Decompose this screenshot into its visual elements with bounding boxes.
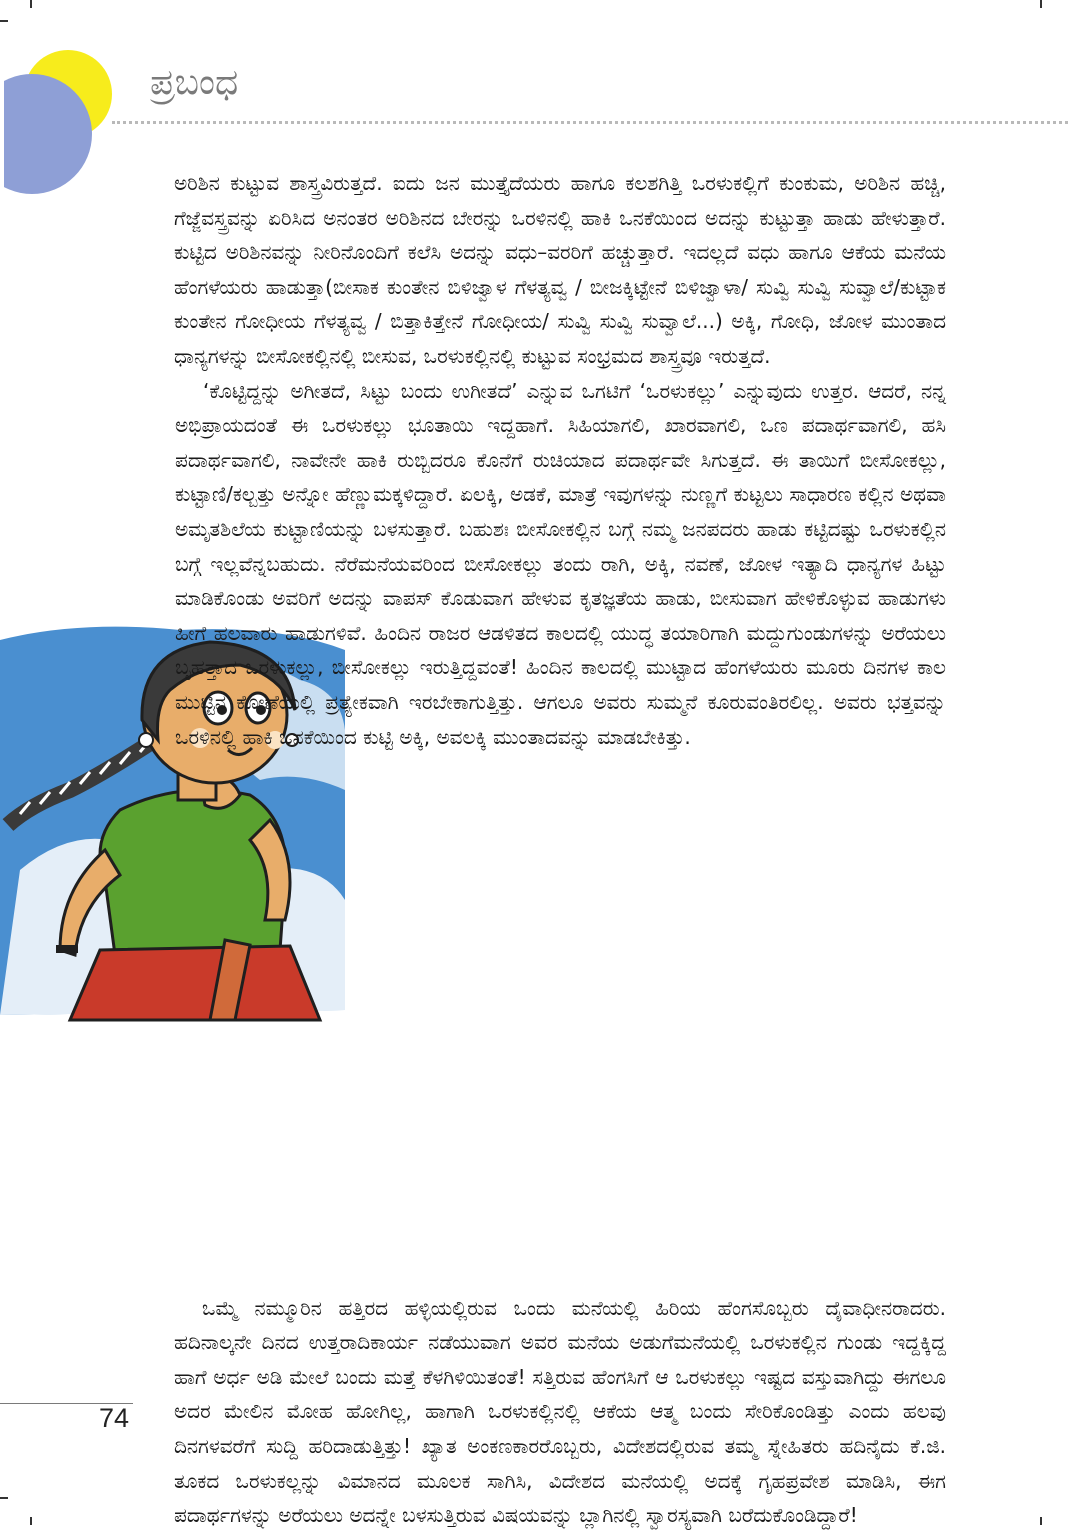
paragraph: ಅರಿಶಿನ ಕುಟ್ಟುವ ಶಾಸ್ತ್ರವಿರುತ್ತದೆ. ಐದು ಜನ ಮುತ್ತೈದೆಯರು ಹಾಗೂ ಕಲಶಗಿತ್ತಿ ಒರಳುಕಲ್ಲಿಗೆ ಕುಂಕುಮ, ಅರಿಶಿನ ಹಚ್ಚಿ, ಗೆಜ್ಜೆವಸ್ತ್ರವನ್ನು ಏರಿಸಿದ ಅನಂತರ ಅರಿಶಿನದ ಬೇರನ್ನು ಒರಳಿನಲ್ಲಿ ಹಾಕಿ ಒನಕೆಯಿಂದ ಅದನ್ನು ಕುಟ್ಟುತ್ತಾ ಹಾಡು ಹೇಳುತ್ತಾರೆ. ಕುಟ್ಟಿದ ಅರಿಶಿನವನ್ನು ನೀರಿನೊಂದಿಗೆ ಕಲೆಸಿ ಅದನ್ನು ವಧು–ವರರಿಗೆ ಹಚ್ಚುತ್ತಾರೆ. ಇದಲ್ಲದೆ ವಧು ಹಾಗೂ ಆಕೆಯ ಮನೆಯ ಹೆಂಗಳೆಯರು ಹಾಡುತ್ತಾ(ಬೀಸಾಕ ಕುಂತೇನ ಬಿಳಿಜ್ವಾಳ ಗೆಳತ್ಯವ್ವ / ಬೀಜಕ್ಕಿಟ್ಟೇನೆ ಬಿಳಿಜ್ವಾಳಾ/ ಸುವ್ವಿ ಸುವ್ವಿ ಸುವ್ವಾಲೆ/ಕುಟ್ಟಾಕ ಕುಂತೇನ ಗೋಧೀಯ ಗೆಳತ್ಯವ್ವ / ಬಿತ್ತಾಕಿತ್ತೇನೆ ಗೋಧೀಯ/ ಸುವ್ವಿ ಸುವ್ವಿ ಸುವ್ವಾಲೆ...) ಅಕ್ಕಿ, ಗೋಧಿ, ಜೋಳ ಮುಂತಾದ ಧಾನ್ಯಗಳನ್ನು ಬೀಸೋಕಲ್ಲಿನಲ್ಲಿ ಬೀಸುವ, ಒರಳುಕಲ್ಲಿನಲ್ಲಿ ಕುಟ್ಟುವ ಸಂಭ್ರಮದ ಶಾಸ್ತ್ರವೂ ಇರುತ್ತದೆ. xyxy=(174,171,946,368)
crop-mark xyxy=(30,0,32,8)
decorative-circles xyxy=(0,50,120,210)
header-divider xyxy=(112,121,1068,124)
crop-mark xyxy=(0,1497,8,1499)
illustration-spacer xyxy=(174,786,382,1291)
crop-mark xyxy=(30,1517,32,1525)
section-title: ಪ್ರಬಂಧ xyxy=(150,62,239,103)
paragraph: ಒಮ್ಮೆ ನಮ್ಮೂರಿನ ಹತ್ತಿರದ ಹಳ್ಳಿಯಲ್ಲಿರುವ ಒಂದು ಮನೆಯಲ್ಲಿ ಹಿರಿಯ ಹೆಂಗಸೊಬ್ಬರು ದೈವಾಧೀನರಾದರು. ಹದಿನಾಲ್ಕನೇ ದಿನದ ಉತ್ತರಾದಿಕಾರ್ಯ ನಡೆಯುವಾಗ ಅವರ ಮನೆಯ ಅಡುಗೆಮನೆಯಲ್ಲಿ ಒರಳುಕಲ್ಲಿನ ಗುಂಡು ಇದ್ದಕ್ಕಿದ್ದ ಹಾಗೆ ಅರ್ಧ ಅಡಿ ಮೇಲೆ ಬಂದು ಮತ್ತೆ ಕೆಳಗಿಳಿಯಿತಂತೆ! ಸತ್ತಿರುವ ಹೆಂಗಸಿಗೆ ಆ ಒರಳುಕಲ್ಲು ಇಷ್ಟದ ವಸ್ತುವಾಗಿದ್ದು ಈಗಲೂ ಅದರ ಮೇಲಿನ ಮೋಹ ಹೋಗಿಲ್ಲ, ಹಾಗಾಗಿ ಒರಳುಕಲ್ಲಿನಲ್ಲಿ ಆಕೆಯ ಆತ್ಮ ಬಂದು ಸೇರಿಕೊಂಡಿತ್ತು ಎಂದು ಹಲವು ದಿನಗಳವರೆಗೆ ಸುದ್ದಿ ಹರಿದಾಡುತ್ತಿತ್ತು! ಖ್ಯಾತ ಅಂಕಣಕಾರರೊಬ್ಬರು, ವಿದೇಶದಲ್ಲಿರುವ ತಮ್ಮ ಸ್ನೇಹಿತರು ಹದಿನೈದು ಕೆ.ಜಿ. ತೂಕದ ಒರಳುಕಲ್ಲನ್ನು ವಿಮಾನದ ಮೂಲಕ ಸಾಗಿಸಿ, ವಿದೇಶದ ಮನೆಯಲ್ಲಿ ಅದಕ್ಕೆ ಗೃಹಪ್ರವೇಶ ಮಾಡಿಸಿ, ಈಗ ಪದಾರ್ಥಗಳನ್ನು ಅರೆಯಲು ಅದನ್ನೇ ಬಳಸುತ್ತಿರುವ ವಿಷಯವನ್ನು ಬ್ಲಾಗಿನಲ್ಲಿ ಸ್ವಾರಸ್ಯವಾಗಿ ಬರೆದುಕೊಂಡಿದ್ದಾರೆ! xyxy=(174,1295,946,1528)
essay-text xyxy=(174,166,946,1528)
crop-mark xyxy=(0,20,8,22)
crop-mark xyxy=(1040,1517,1042,1525)
crop-mark xyxy=(1040,0,1042,8)
page-number: 74 xyxy=(99,1403,130,1433)
paragraph: ‘ಕೊಟ್ಟಿದ್ದನ್ನು ಅಗೀತದೆ, ಸಿಟ್ಟು ಬಂದು ಉಗೀತದೆ’ ಎನ್ನುವ ಒಗಟಿಗೆ ‘ಒರಳುಕಲ್ಲು’ ಎನ್ನುವುದು ಉತ್ತರ. ಆದರೆ, ನನ್ನ ಅಭಿಪ್ರಾಯದಂತೆ ಈ ಒರಳುಕಲ್ಲು ಭೂತಾಯಿ ಇದ್ದಹಾಗೆ. ಸಿಹಿಯಾಗಲಿ, ಖಾರವಾಗಲಿ, ಒಣ ಪದಾರ್ಥವಾಗಲಿ, ಹಸಿ ಪದಾರ್ಥವಾಗಲಿ, ನಾವೇನೇ ಹಾಕಿ ರುಬ್ಬಿದರೂ ಕೊನೆಗೆ ರುಚಿಯಾದ ಪದಾರ್ಥವೇ ಸಿಗುತ್ತದೆ. ಈ ತಾಯಿಗೆ ಬೀಸೋಕಲ್ಲು, ಕುಟ್ಟಾಣಿ/ಕಲ್ಬತ್ತು ಅನ್ನೋ ಹೆಣ್ಣುಮಕ್ಕಳಿದ್ದಾರೆ. ಏಲಕ್ಕಿ, ಅಡಕೆ, ಮಾತ್ರೆ ಇವುಗಳನ್ನು ನುಣ್ಣಗೆ ಕುಟ್ಟಲು ಸಾಧಾರಣ ಕಲ್ಲಿನ ಅಥವಾ ಅಮೃತಶಿಲೆಯ ಕುಟ್ಟಾಣಿಯನ್ನು ಬಳಸುತ್ತಾರೆ. ಬಹುಶಃ ಬೀಸೋಕಲ್ಲಿನ ಬಗ್ಗೆ ನಮ್ಮ ಜನಪದರು ಹಾಡು ಕಟ್ಟಿದಷ್ಟು ಒರಳುಕಲ್ಲಿನ ಬಗ್ಗೆ ಇಲ್ಲವೆನ್ನಬಹುದು. ನೆರೆಮನೆಯವರಿಂದ ಬೀಸೋಕಲ್ಲು ತಂದು ರಾಗಿ, ಅಕ್ಕಿ, ನವಣೆ, ಜೋಳ ಇತ್ಯಾದಿ ಧಾನ್ಯಗಳ ಹಿಟ್ಟು ಮಾಡಿಕೊಂಡು ಅವರಿಗೆ ಅದನ್ನು ವಾಪಸ್ ಕೊಡುವಾಗ ಹೇಳುವ ಕೃತಜ್ಞತೆಯ ಹಾಡು, ಬೀಸುವಾಗ ಹೇಳಿಕೊಳ್ಳುವ ಹಾಡುಗಳು ಹೀಗೆ ಹಲವಾರು ಹಾಡುಗಳಿವೆ. ಹಿಂದಿನ ರಾಜರ ಆಡಳಿತದ ಕಾಲದಲ್ಲಿ ಯುದ್ಧ ತಯಾರಿಗಾಗಿ ಮದ್ದುಗುಂಡುಗಳನ್ನು ಅರೆಯಲು ಬೃಹತ್ತಾದ ಒರಳುಕಲ್ಲು, ಬೀಸೋಕಲ್ಲು ಇರುತ್ತಿದ್ದವಂತೆ! ಹಿಂದಿನ ಕಾಲದಲ್ಲಿ ಮುಟ್ಟಾದ ಹೆಂಗಳೆಯರು ಮೂರು ದಿನಗಳ ಕಾಲ ಮುಟ್ಟಿನ ಕೋಣೆಯಲ್ಲಿ ಪ್ರತ್ಯೇಕವಾಗಿ ಇರಬೇಕಾಗುತ್ತಿತ್ತು. ಆಗಲೂ ಅವರು ಸುಮ್ಮನೆ ಕೂರುವಂತಿರಲಿಲ್ಲ. ಅವರು ಭತ್ತವನ್ನು ಒರಳಿನಲ್ಲಿ ಹಾಕಿ ಒನಕೆಯಿಂದ ಕುಟ್ಟಿ ಅಕ್ಕಿ, ಅವಲಕ್ಕಿ ಮುಂತಾದವನ್ನು ಮಾಡಬೇಕಿತ್ತು. xyxy=(175,378,946,749)
